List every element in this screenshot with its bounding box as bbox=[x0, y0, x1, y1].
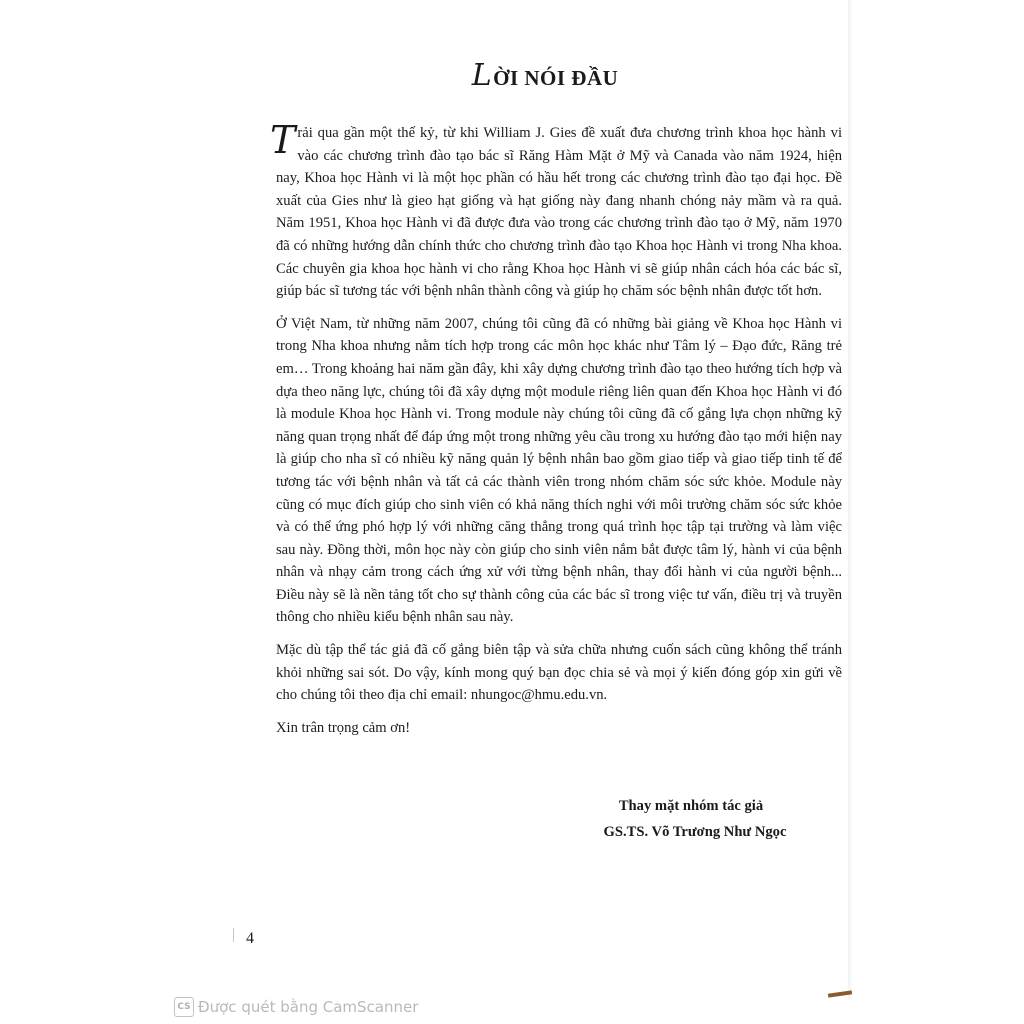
page-title bbox=[0, 58, 1024, 93]
paragraph-3: Mặc dù tập thể tác giả đã cố gắng biên tập và sửa chữa nhưng cuốn sách cũng không thể tránh khỏi những sai sót. Do vậy, kính mong quý bạn đọc chia sẻ và mọi ý kiến đóng góp xin gửi về cho chúng tôi theo địa chỉ email: nhungoc@hmu.edu.vn. bbox=[276, 642, 842, 704]
paragraph-1-text: rải qua gần một thế kỷ, từ khi William J. Gies đề xuất đưa chương trình khoa học hành vi vào các chương trình đào tạo bác sĩ Răng Hàm Mặt ở Mỹ và Canada vào năm 1924, hiện nay, Khoa học Hành vi là một học phần có hầu hết trong các chương trình đào tạo đại học. Đề xuất của Gies như là gieo hạt giống và hạt giống này đang nhanh chóng nảy mầm và ra quả. Năm 1951, Khoa học Hành vi đã được đưa vào trong các chương trình đào tạo ở Mỹ, năm 1970 đã có những hướng dẫn chính thức cho chương trình đào tạo Khoa học Hành vi trong Nha khoa. Các chuyên gia khoa học hành vi cho rằng Khoa học Hành vi sẽ giúp nhân cách hóa các bác sĩ, giúp bác sĩ tương tác với bệnh nhân thành công và giúp họ chăm sóc bệnh nhân được tốt hơn. bbox=[276, 125, 842, 300]
camscanner-logo-icon: CS bbox=[174, 997, 194, 1017]
scanner-watermark bbox=[174, 997, 418, 1017]
signature-line-1: Thay mặt nhóm tác giả bbox=[618, 798, 764, 814]
page-number: 4 bbox=[246, 930, 254, 947]
title-text: ỜI NÓI ĐẦU bbox=[493, 66, 619, 90]
body-text bbox=[270, 118, 842, 749]
title-initial: L bbox=[471, 58, 493, 93]
watermark-text: Được quét bằng CamScanner bbox=[198, 998, 419, 1016]
drop-cap: T bbox=[270, 118, 296, 162]
page-edge bbox=[848, 0, 852, 1000]
paragraph-4: Xin trân trọng cảm ơn! bbox=[276, 719, 411, 736]
paragraph-2: Ở Việt Nam, từ những năm 2007, chúng tôi cũng đã có những bài giảng về Khoa học Hành vi trong Nha khoa nhưng nằm tích hợp trong các môn học khác như Tâm lý – Đạo đức, Răng trẻ em… Trong khoảng hai năm gần đây, khi xây dựng chương trình đào tạo theo hướng tích hợp và dựa theo năng lực, chúng tôi đã xây dựng một module riêng liên quan đến Khoa học Hành vi đó là module Khoa học Hành vi. Trong module này chúng tôi cũng đã cố gắng lựa chọn những kỹ năng quan trọng nhất để đáp ứng một trong những yêu cầu trong xu hướng đào tạo mới hiện nay là giúp cho nha sĩ có nhiều kỹ năng quản lý bệnh nhân bao gồm giao tiếp và giao tiếp tinh tế để tương tác với bệnh nhân và tất cả các thành viên trong nhóm chăm sóc sức khỏe. Module này cũng có mục đích giúp cho sinh viên có khả năng thích nghi với môi trường chăm sóc sức khỏe và có thể ứng phó hợp lý với những căng thẳng trong quá trình học tập tại trường và làm việc sau này. Đồng thời, môn học này còn giúp cho sinh viên nắm bắt được tâm lý, hành vi của bệnh nhân và nhạy cảm trong cách ứng xử với từng bệnh nhân, thay đổi hành vi của người bệnh... Điều này sẽ là nền tảng tốt cho sự thành công của các bác sĩ trong việc tư vấn, điều trị và truyền thông cho nhiều kiểu bệnh nhân sau này. bbox=[276, 315, 842, 626]
signature-line-2: GS.TS. Võ Trương Như Ngọc bbox=[603, 824, 787, 840]
paragraph-1 bbox=[270, 118, 842, 303]
page-number-mark bbox=[233, 928, 234, 942]
